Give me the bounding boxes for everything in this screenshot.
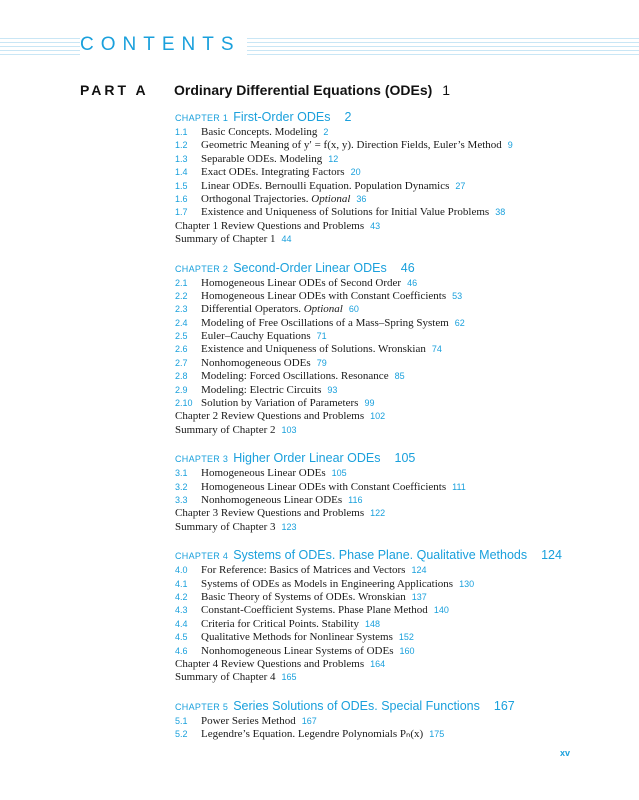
- section-page: 43: [370, 220, 381, 231]
- section-entry[interactable]: [175, 397, 615, 410]
- section-page: 46: [407, 277, 418, 288]
- chapter-heading[interactable]: [175, 696, 615, 715]
- chapter-title: Series Solutions of ODEs. Special Functions: [233, 698, 480, 713]
- section-entry[interactable]: [175, 631, 615, 644]
- section-title: Solution by Variation of Parameters: [201, 397, 359, 410]
- section-page: 85: [394, 371, 405, 382]
- review-entry[interactable]: [175, 233, 615, 246]
- section-number: 2.6: [175, 344, 188, 355]
- section-entry[interactable]: [175, 277, 615, 290]
- section-number: 4.0: [175, 565, 188, 576]
- section-page: 36: [356, 193, 367, 204]
- section-title: For Reference: Basics of Matrices and Vectors: [201, 564, 406, 577]
- section-number: 3.2: [175, 481, 188, 492]
- section-entry[interactable]: [175, 564, 615, 577]
- section-number: 4.1: [175, 578, 188, 589]
- section-title: Chapter 1 Review Questions and Problems: [175, 219, 365, 232]
- chapter-block: [175, 448, 615, 534]
- section-entry[interactable]: [175, 343, 615, 356]
- section-title: Summary of Chapter 3: [175, 520, 276, 533]
- section-entry[interactable]: [175, 126, 615, 139]
- section-page: 71: [316, 331, 327, 342]
- section-page: 164: [370, 658, 386, 669]
- chapter-heading[interactable]: [175, 107, 615, 126]
- part-label: PART A: [80, 82, 149, 98]
- section-number: 1.7: [175, 207, 188, 218]
- section-number: 2.5: [175, 331, 188, 342]
- section-page: 38: [495, 207, 506, 218]
- section-number: 1.5: [175, 180, 188, 191]
- contents-header: [0, 33, 639, 63]
- section-number: 5.1: [175, 715, 188, 726]
- section-page: 175: [429, 729, 445, 740]
- chapter-title: First-Order ODEs: [233, 110, 331, 124]
- section-entry[interactable]: [175, 618, 615, 631]
- section-entry[interactable]: [175, 715, 615, 728]
- section-page: 93: [327, 384, 338, 395]
- section-title: Qualitative Methods for Nonlinear Systems: [201, 631, 393, 644]
- section-page: 102: [370, 411, 386, 422]
- section-title: Systems of ODEs as Models in Engineering Applications: [201, 577, 454, 590]
- section-page: 44: [281, 234, 292, 245]
- chapter-page: 124: [541, 548, 562, 563]
- section-entry[interactable]: [175, 290, 615, 303]
- section-entry[interactable]: [175, 193, 615, 206]
- section-page: 27: [455, 180, 466, 191]
- part-page: 1: [442, 82, 451, 98]
- section-entry[interactable]: [175, 591, 615, 604]
- section-title: Separable ODEs. Modeling: [201, 152, 323, 165]
- chapter-number: CHAPTER 1: [175, 113, 229, 123]
- review-entry[interactable]: [175, 410, 615, 423]
- chapter-heading[interactable]: [175, 448, 615, 467]
- chapter-title: Second-Order Linear ODEs: [233, 260, 387, 275]
- section-page: 140: [433, 605, 449, 616]
- section-entry[interactable]: [175, 467, 615, 480]
- section-entry[interactable]: [175, 153, 615, 166]
- section-page: 62: [454, 317, 465, 328]
- section-number: 3.3: [175, 494, 188, 505]
- section-title: Homogeneous Linear ODEs of Second Order: [201, 276, 402, 289]
- section-title: Differential Operators.: [201, 303, 301, 316]
- section-page: 74: [431, 344, 442, 355]
- section-number: 1.2: [175, 140, 188, 151]
- section-title: Chapter 3 Review Questions and Problems: [175, 507, 365, 520]
- chapter-heading[interactable]: [175, 545, 615, 564]
- section-number: 1.1: [175, 127, 188, 137]
- part-heading: [80, 82, 620, 98]
- review-entry[interactable]: [175, 521, 615, 534]
- chapter-title: Systems of ODEs. Phase Plane. Qualitative Methods: [233, 548, 528, 563]
- chapter-number: CHAPTER 5: [175, 701, 229, 712]
- section-number: 3.1: [175, 468, 188, 479]
- section-number: 1.4: [175, 167, 188, 178]
- section-entry[interactable]: [175, 303, 615, 316]
- page-folio: xv: [560, 748, 571, 758]
- section-entry[interactable]: [175, 384, 615, 397]
- section-entry[interactable]: [175, 604, 615, 617]
- section-title: Modeling: Electric Circuits: [201, 383, 322, 396]
- section-number: 2.7: [175, 357, 188, 368]
- section-page: 165: [281, 672, 297, 683]
- section-page: 167: [301, 715, 317, 726]
- section-title: Constant-Coefficient Systems. Phase Plane Method: [201, 604, 428, 617]
- section-title: Nonhomogeneous ODEs: [201, 356, 311, 369]
- section-page: 103: [281, 424, 297, 435]
- page-title: CONTENTS: [80, 34, 247, 56]
- section-title: Chapter 4 Review Questions and Problems: [175, 657, 365, 670]
- section-page: 60: [348, 304, 359, 315]
- section-entry[interactable]: [175, 645, 615, 658]
- section-title: Existence and Uniqueness of Solutions for Initial Value Problems: [201, 206, 490, 219]
- chapter-title: Higher Order Linear ODEs: [233, 451, 381, 466]
- section-title: Summary of Chapter 2: [175, 423, 276, 436]
- section-title: Summary of Chapter 1: [175, 233, 276, 246]
- section-number: 2.2: [175, 290, 188, 301]
- section-number: 1.6: [175, 193, 188, 204]
- section-page: 124: [411, 565, 427, 576]
- section-title: Euler–Cauchy Equations: [201, 330, 311, 343]
- section-title: Linear ODEs. Bernoulli Equation. Population Dynamics: [201, 179, 450, 192]
- section-page: 105: [331, 468, 347, 479]
- section-number: 4.4: [175, 618, 188, 629]
- section-page: 122: [370, 508, 386, 519]
- section-entry[interactable]: [175, 206, 615, 219]
- section-entry[interactable]: [175, 317, 615, 330]
- section-page: 130: [459, 578, 475, 589]
- optional-label: Optional: [303, 303, 343, 316]
- section-number: 2.10: [175, 398, 193, 409]
- section-entry[interactable]: [175, 166, 615, 179]
- section-page: 111: [452, 481, 466, 492]
- review-entry[interactable]: [175, 507, 615, 520]
- section-title: Basic Theory of Systems of ODEs. Wronskian: [201, 590, 406, 603]
- optional-label: Optional: [311, 192, 351, 205]
- section-entry[interactable]: [175, 330, 615, 343]
- section-page: 79: [316, 357, 327, 368]
- section-page: 20: [350, 167, 361, 178]
- chapter-block: [175, 107, 615, 247]
- section-title: Nonhomogeneous Linear ODEs: [201, 493, 343, 506]
- section-title: Modeling of Free Oscillations of a Mass–Spring System: [201, 316, 449, 329]
- section-title: Chapter 2 Review Questions and Problems: [175, 410, 365, 423]
- section-entry[interactable]: [175, 494, 615, 507]
- section-number: 2.8: [175, 371, 188, 382]
- review-entry[interactable]: [175, 658, 615, 671]
- section-entry[interactable]: [175, 481, 615, 494]
- section-entry[interactable]: [175, 578, 615, 591]
- section-number: 4.3: [175, 605, 188, 616]
- section-number: 5.2: [175, 729, 188, 740]
- section-title: Power Series Method: [201, 714, 296, 727]
- chapter-number: CHAPTER 2: [175, 263, 229, 274]
- chapter-page: 46: [400, 260, 415, 275]
- section-entry[interactable]: [175, 139, 615, 152]
- review-entry[interactable]: [175, 220, 615, 233]
- chapter-page: 2: [344, 110, 352, 124]
- chapter-page: 105: [394, 451, 416, 466]
- section-title: Orthogonal Trajectories.: [201, 192, 309, 205]
- section-number: 1.3: [175, 153, 188, 164]
- section-number: 4.2: [175, 591, 188, 602]
- section-title: Exact ODEs. Integrating Factors: [201, 166, 345, 179]
- section-page: 137: [411, 591, 427, 602]
- section-number: 4.6: [175, 645, 188, 656]
- section-title: Summary of Chapter 4: [175, 671, 276, 684]
- section-page: 12: [328, 153, 339, 164]
- chapter-number: CHAPTER 3: [175, 454, 229, 465]
- section-title: Basic Concepts. Modeling: [201, 126, 318, 138]
- section-number: 2.3: [175, 304, 188, 315]
- chapter-block: [175, 545, 615, 685]
- section-page: 116: [348, 494, 363, 505]
- section-title: Existence and Uniqueness of Solutions. Wronskian: [201, 343, 426, 356]
- review-entry[interactable]: [175, 424, 615, 437]
- section-number: 2.9: [175, 384, 188, 395]
- chapter-list: [175, 107, 615, 741]
- chapter-number: CHAPTER 4: [175, 551, 229, 562]
- section-page: 152: [398, 632, 414, 643]
- chapter-heading[interactable]: [175, 258, 615, 277]
- section-page: 9: [507, 140, 513, 151]
- section-page: 99: [364, 398, 375, 409]
- section-page: 2: [323, 127, 329, 137]
- section-page: 53: [452, 290, 463, 301]
- section-title: Modeling: Forced Oscillations. Resonance: [201, 370, 389, 383]
- section-page: 123: [281, 521, 297, 532]
- section-entry[interactable]: [175, 180, 615, 193]
- section-number: 4.5: [175, 632, 188, 643]
- section-title: Homogeneous Linear ODEs with Constant Coefficients: [201, 289, 447, 302]
- chapter-block: [175, 696, 615, 742]
- section-title: Homogeneous Linear ODEs: [201, 467, 326, 480]
- chapter-block: [175, 258, 615, 438]
- section-entry[interactable]: [175, 728, 615, 741]
- part-title: Ordinary Differential Equations (ODEs): [174, 82, 433, 98]
- section-title: Nonhomogeneous Linear Systems of ODEs: [201, 644, 394, 657]
- section-page: 160: [399, 645, 415, 656]
- section-title: Geometric Meaning of y′ = f(x, y). Direction Fields, Euler’s Method: [201, 139, 502, 152]
- section-entry[interactable]: [175, 370, 615, 383]
- review-entry[interactable]: [175, 671, 615, 684]
- chapter-page: 167: [493, 698, 515, 713]
- section-title: Homogeneous Linear ODEs with Constant Coefficients: [201, 480, 447, 493]
- section-number: 2.4: [175, 317, 188, 328]
- section-entry[interactable]: [175, 357, 615, 370]
- section-number: 2.1: [175, 277, 188, 288]
- section-page: 148: [364, 618, 380, 629]
- section-title: Legendre’s Equation. Legendre Polynomials Pₙ(x): [201, 728, 424, 741]
- section-title: Criteria for Critical Points. Stability: [201, 617, 359, 630]
